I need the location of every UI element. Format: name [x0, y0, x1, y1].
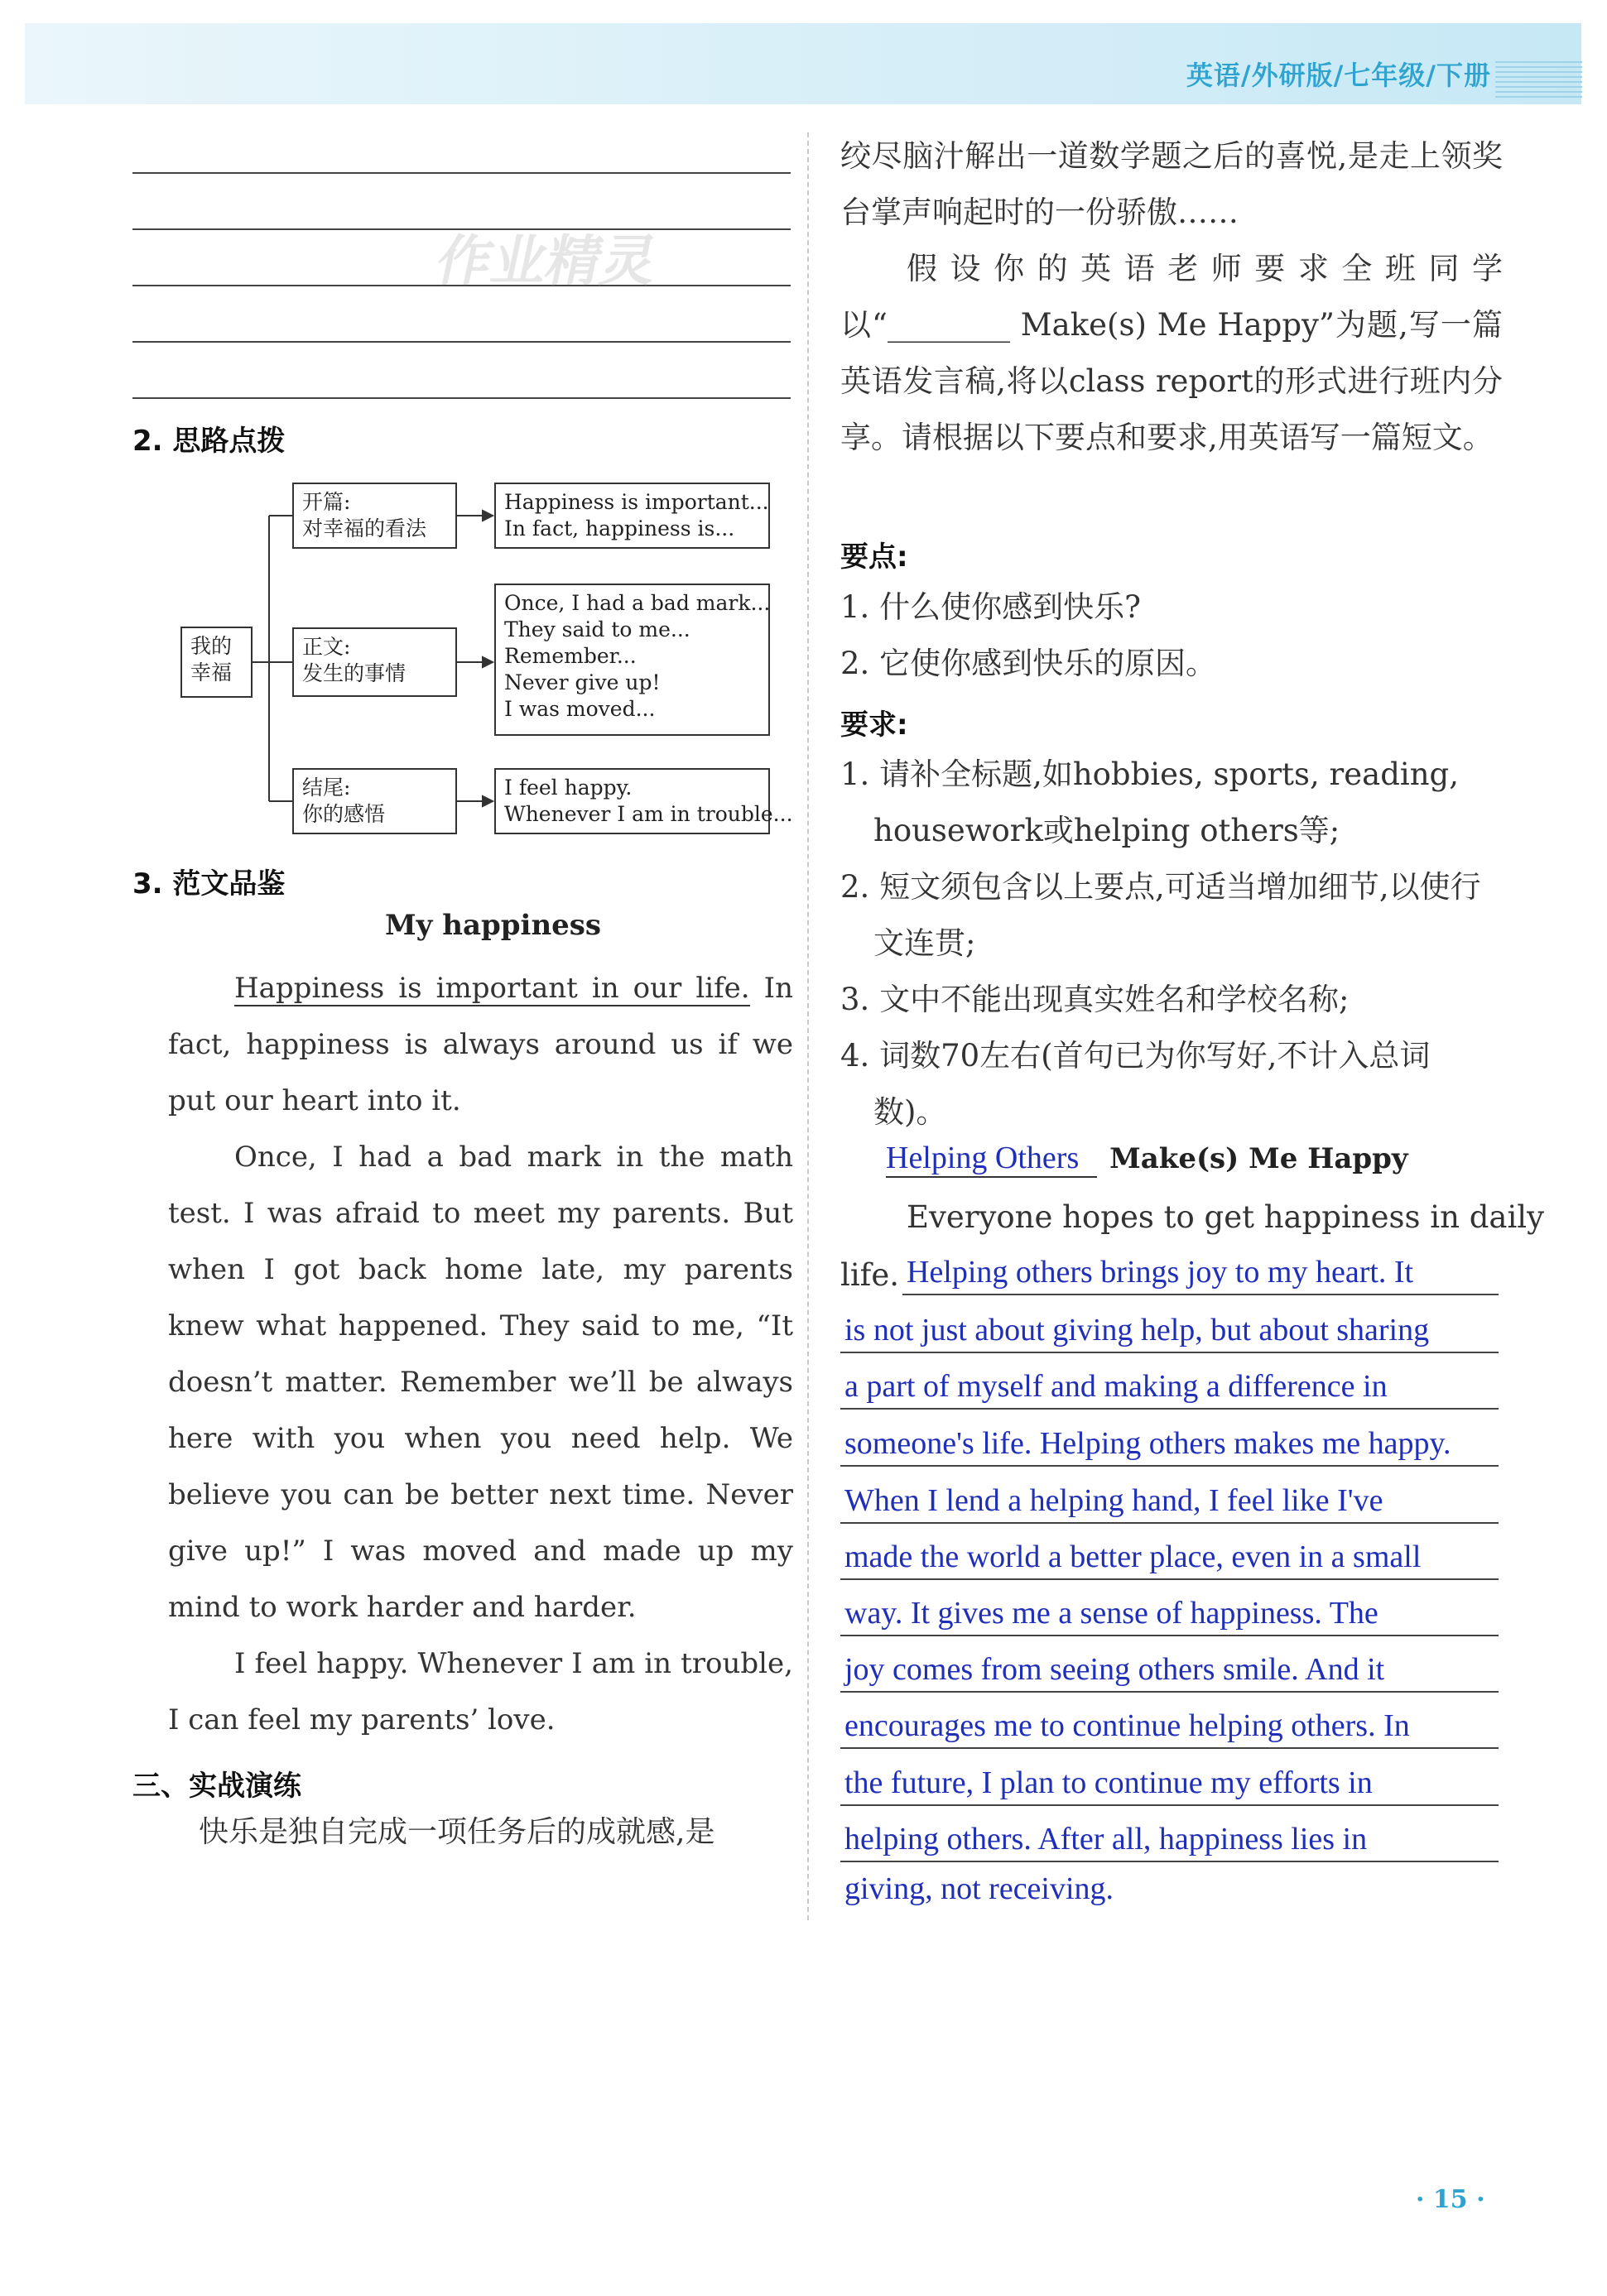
answer-text-line: helping others. After all, happiness lies in	[844, 1822, 1368, 1856]
task-prompt: 假设你的英语老师要求全班同学以“________ Make(s) Me Happy”为题,写一篇英语发言稿,将以class report的形式进行班内分享。请根据以下要点和要求,用英语写一篇短文。	[840, 251, 1503, 455]
answer-line	[840, 1747, 1499, 1749]
answer-line	[902, 1294, 1499, 1295]
practice-intro: 快乐是独自完成一项任务后的成就感,是	[199, 1815, 715, 1849]
essay-title: My happiness	[385, 909, 602, 942]
answer-line	[840, 1804, 1499, 1806]
answer-line	[840, 1691, 1499, 1693]
answer-text-line: Helping others brings joy to my heart. It	[907, 1255, 1414, 1290]
page-number: · 15 ·	[1416, 2185, 1485, 2214]
watermark: 作业精灵	[431, 229, 663, 293]
answer-line	[840, 1635, 1499, 1636]
answer-text-line: made the world a better place, even in a small	[844, 1539, 1422, 1574]
answer-line	[840, 1352, 1499, 1353]
answer-text-line: joy comes from seeing others smile. And it	[844, 1652, 1385, 1687]
essay-topic-sentence: Happiness is important in our life.	[234, 972, 750, 1005]
section-title-mindmap: 2. 思路点拨	[132, 425, 286, 458]
answer-text-line: way. It gives me a sense of happiness. The	[844, 1596, 1378, 1631]
essay-conclusion: I feel happy. Whenever I am in trouble, I can feel my parents’ love.	[168, 1647, 793, 1736]
requirements-title: 要求:	[840, 708, 908, 742]
title-blank-answer: Helping Others	[886, 1140, 1097, 1178]
answer-line	[840, 1408, 1499, 1410]
mindmap-branch-content: Happiness is important... In fact, happiness is...	[494, 483, 770, 549]
answer-line	[840, 1861, 1499, 1862]
mindmap-branch-label: 结尾: 你的感悟	[292, 768, 457, 834]
answer-text-line: encourages me to continue helping others. In	[844, 1708, 1410, 1743]
section-title-practice: 三、实战演练	[132, 1770, 301, 1803]
mindmap-branch-label: 正文: 发生的事情	[292, 627, 457, 697]
answer-text-line: the future, I plan to continue my efforts in	[844, 1765, 1373, 1800]
mindmap-branch-label: 开篇: 对幸福的看法	[292, 483, 457, 549]
header-title: 英语/外研版/七年级/下册	[1186, 60, 1491, 91]
section-title-sample: 3. 范文品鉴	[132, 867, 286, 901]
mindmap-branch-content: I feel happy. Whenever I am in trouble...	[494, 768, 770, 834]
points-title: 要点:	[840, 540, 908, 574]
mindmap-branch-content: Once, I had a bad mark... They said to me... Remember... Never give up! I was moved...	[494, 584, 770, 736]
answer-line	[840, 1578, 1499, 1580]
answer-text-line: someone's life. Helping others makes me happy.	[844, 1426, 1451, 1461]
answer-text-line: a part of myself and making a difference in	[844, 1369, 1388, 1404]
mindmap-center: 我的 幸福	[180, 627, 253, 698]
given-first-sentence-end: life.	[840, 1257, 900, 1293]
requirements-list: 1. 请补全标题,如hobbies, sports, reading, housework或helping others等; 2. 短文须包含以上要点,可适当增加细节,以使行文连贯; 3. 文中不能出现真实姓名和学校名称; 4. 词数70左右(首句已为你写好,不计入总词数)。	[840, 757, 1481, 1130]
answer-text-line: giving, not receiving.	[844, 1871, 1114, 1906]
answer-title: Helping Others Make(s) Me Happy	[886, 1140, 1408, 1178]
practice-intro-cont: 绞尽脑汁解出一道数学题之后的喜悦,是走上领奖台掌声响起时的一份骄傲……	[840, 138, 1503, 230]
answer-text-line: When I lend a helping hand, I feel like I've	[844, 1483, 1383, 1518]
answer-line	[840, 1522, 1499, 1524]
essay-body: Once, I had a bad mark in the math test. I was afraid to meet my parents. But when I got back home late, my parents knew what happened. They said to me, “It doesn’t matter. Remember we’ll be always here with you when you need help. We believe you can be better next time. Never give up!” I was moved and made up my mind to work harder and harder.	[168, 1141, 793, 1624]
points-list: 1. 什么使你感到快乐? 2. 它使你感到快乐的原因。	[840, 589, 1217, 681]
sample-essay: Happiness is important in our life. In fact, happiness is always around us if we put our heart into it. Once, I had a bad mark in the math test. I was afraid to meet my parents. But when I got back home late, my parents knew what happened. They said to me, “It doesn’t matter. Remember we’ll be always here with you when you need help. We believe you can be better next time. Never give up!” I was moved and made up my mind to work harder and harder. I feel happy. Whenever I am in trouble, I can feel my parents’ love.	[168, 960, 793, 1748]
answer-text-line: is not just about giving help, but about sharing	[844, 1313, 1430, 1347]
answer-line	[840, 1465, 1499, 1467]
given-first-sentence: Everyone hopes to get happiness in daily	[907, 1199, 1545, 1235]
